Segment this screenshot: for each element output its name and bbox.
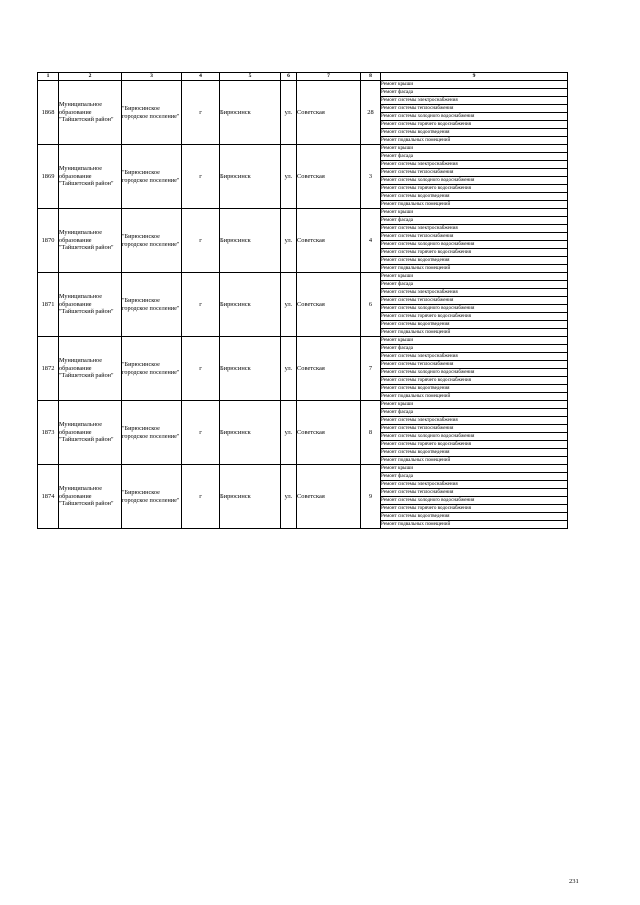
street-type-cell: ул.	[281, 465, 297, 529]
table-row	[38, 209, 568, 217]
locality-type-cell: г	[182, 81, 220, 145]
work-item-cell: Ремонт системы холодного водоснабжения	[381, 497, 568, 505]
work-item-cell: Ремонт фасада	[381, 89, 568, 97]
work-item-cell: Ремонт системы горячего водоснабжения	[381, 441, 568, 449]
work-item-cell: Ремонт крыши	[381, 337, 568, 345]
work-item-cell: Ремонт системы водоотведения	[381, 449, 568, 457]
locality-type-cell: г	[182, 145, 220, 209]
record-number-cell: 1872	[38, 337, 59, 401]
work-item-cell: Ремонт системы горячего водоснабжения	[381, 185, 568, 193]
house-number-cell: 6	[361, 273, 381, 337]
house-number-cell: 7	[361, 337, 381, 401]
work-item-cell: Ремонт системы холодного водоснабжения	[381, 241, 568, 249]
settlement-cell: "Бирюсинское городское поселение"	[122, 465, 182, 529]
work-item-cell: Ремонт системы теплоснабжения	[381, 489, 568, 497]
work-item-cell: Ремонт крыши	[381, 273, 568, 281]
settlement-cell: "Бирюсинское городское поселение"	[122, 273, 182, 337]
settlement-cell: "Бирюсинское городское поселение"	[122, 337, 182, 401]
column-header: 5	[220, 73, 281, 81]
municipality-cell: Муниципальное образование "Тайшетский район"	[59, 209, 122, 273]
work-item-cell: Ремонт системы электроснабжения	[381, 97, 568, 105]
work-item-cell: Ремонт системы горячего водоснабжения	[381, 377, 568, 385]
street-cell: Советская	[297, 337, 361, 401]
work-item-cell: Ремонт системы теплоснабжения	[381, 297, 568, 305]
table-row	[38, 465, 568, 473]
column-header: 1	[38, 73, 59, 81]
work-item-cell: Ремонт крыши	[381, 401, 568, 409]
record-number-cell: 1873	[38, 401, 59, 465]
locality-type-cell: г	[182, 465, 220, 529]
work-item-cell: Ремонт системы горячего водоснабжения	[381, 313, 568, 321]
work-item-cell: Ремонт системы электроснабжения	[381, 417, 568, 425]
work-item-cell: Ремонт фасада	[381, 217, 568, 225]
work-item-cell: Ремонт подвальных помещений	[381, 329, 568, 337]
work-item-cell: Ремонт системы водоотведения	[381, 321, 568, 329]
work-item-cell: Ремонт системы водоотведения	[381, 193, 568, 201]
work-item-cell: Ремонт системы водоотведения	[381, 513, 568, 521]
settlement-cell: "Бирюсинское городское поселение"	[122, 209, 182, 273]
work-item-cell: Ремонт крыши	[381, 465, 568, 473]
settlement-cell: "Бирюсинское городское поселение"	[122, 401, 182, 465]
work-item-cell: Ремонт системы электроснабжения	[381, 353, 568, 361]
street-type-cell: ул.	[281, 401, 297, 465]
column-header: 7	[297, 73, 361, 81]
work-item-cell: Ремонт подвальных помещений	[381, 265, 568, 273]
municipality-cell: Муниципальное образование "Тайшетский район"	[59, 337, 122, 401]
record-number-cell: 1869	[38, 145, 59, 209]
table-row	[38, 401, 568, 409]
settlement-cell: "Бирюсинское городское поселение"	[122, 145, 182, 209]
work-item-cell: Ремонт системы холодного водоснабжения	[381, 369, 568, 377]
work-item-cell: Ремонт системы горячего водоснабжения	[381, 121, 568, 129]
table-row	[38, 81, 568, 89]
table-row	[38, 145, 568, 153]
municipality-cell: Муниципальное образование "Тайшетский район"	[59, 81, 122, 145]
locality-type-cell: г	[182, 337, 220, 401]
street-cell: Советская	[297, 209, 361, 273]
city-cell: Бирюсинск	[220, 81, 281, 145]
column-header: 8	[361, 73, 381, 81]
work-item-cell: Ремонт подвальных помещений	[381, 521, 568, 529]
record-number-cell: 1868	[38, 81, 59, 145]
street-cell: Советская	[297, 465, 361, 529]
work-item-cell: Ремонт крыши	[381, 209, 568, 217]
work-item-cell: Ремонт системы холодного водоснабжения	[381, 113, 568, 121]
street-cell: Советская	[297, 81, 361, 145]
register-table	[37, 72, 568, 529]
work-item-cell: Ремонт системы электроснабжения	[381, 225, 568, 233]
city-cell: Бирюсинск	[220, 145, 281, 209]
house-number-cell: 8	[361, 401, 381, 465]
column-header: 4	[182, 73, 220, 81]
work-item-cell: Ремонт фасада	[381, 345, 568, 353]
record-number-cell: 1874	[38, 465, 59, 529]
column-number-row	[38, 73, 568, 81]
work-item-cell: Ремонт системы горячего водоснабжения	[381, 249, 568, 257]
street-cell: Советская	[297, 273, 361, 337]
work-item-cell: Ремонт подвальных помещений	[381, 457, 568, 465]
record-number-cell: 1870	[38, 209, 59, 273]
municipality-cell: Муниципальное образование "Тайшетский район"	[59, 401, 122, 465]
work-item-cell: Ремонт системы водоотведения	[381, 385, 568, 393]
street-type-cell: ул.	[281, 273, 297, 337]
column-header: 6	[281, 73, 297, 81]
city-cell: Бирюсинск	[220, 337, 281, 401]
column-header: 3	[122, 73, 182, 81]
work-item-cell: Ремонт системы водоотведения	[381, 129, 568, 137]
work-item-cell: Ремонт системы холодного водоснабжения	[381, 177, 568, 185]
house-number-cell: 4	[361, 209, 381, 273]
work-item-cell: Ремонт подвальных помещений	[381, 201, 568, 209]
work-item-cell: Ремонт фасада	[381, 409, 568, 417]
work-item-cell: Ремонт системы электроснабжения	[381, 481, 568, 489]
street-type-cell: ул.	[281, 209, 297, 273]
record-number-cell: 1871	[38, 273, 59, 337]
work-item-cell: Ремонт фасада	[381, 153, 568, 161]
page-number: 231	[569, 878, 579, 885]
municipality-cell: Муниципальное образование "Тайшетский район"	[59, 465, 122, 529]
work-item-cell: Ремонт системы электроснабжения	[381, 289, 568, 297]
city-cell: Бирюсинск	[220, 465, 281, 529]
work-item-cell: Ремонт фасада	[381, 281, 568, 289]
city-cell: Бирюсинск	[220, 209, 281, 273]
work-item-cell: Ремонт крыши	[381, 145, 568, 153]
locality-type-cell: г	[182, 273, 220, 337]
work-item-cell: Ремонт крыши	[381, 81, 568, 89]
work-item-cell: Ремонт системы холодного водоснабжения	[381, 305, 568, 313]
city-cell: Бирюсинск	[220, 401, 281, 465]
register-body	[38, 81, 568, 529]
work-item-cell: Ремонт системы теплоснабжения	[381, 425, 568, 433]
table-row	[38, 273, 568, 281]
street-cell: Советская	[297, 145, 361, 209]
settlement-cell: "Бирюсинское городское поселение"	[122, 81, 182, 145]
house-number-cell: 3	[361, 145, 381, 209]
work-item-cell: Ремонт системы холодного водоснабжения	[381, 433, 568, 441]
house-number-cell: 9	[361, 465, 381, 529]
work-item-cell: Ремонт подвальных помещений	[381, 137, 568, 145]
work-item-cell: Ремонт системы водоотведения	[381, 257, 568, 265]
street-cell: Советская	[297, 401, 361, 465]
work-item-cell: Ремонт фасада	[381, 473, 568, 481]
street-type-cell: ул.	[281, 337, 297, 401]
work-item-cell: Ремонт системы горячего водоснабжения	[381, 505, 568, 513]
street-type-cell: ул.	[281, 145, 297, 209]
work-item-cell: Ремонт системы теплоснабжения	[381, 169, 568, 177]
municipality-cell: Муниципальное образование "Тайшетский район"	[59, 145, 122, 209]
work-item-cell: Ремонт системы электроснабжения	[381, 161, 568, 169]
work-item-cell: Ремонт подвальных помещений	[381, 393, 568, 401]
locality-type-cell: г	[182, 401, 220, 465]
municipality-cell: Муниципальное образование "Тайшетский район"	[59, 273, 122, 337]
city-cell: Бирюсинск	[220, 273, 281, 337]
work-item-cell: Ремонт системы теплоснабжения	[381, 233, 568, 241]
work-item-cell: Ремонт системы теплоснабжения	[381, 361, 568, 369]
house-number-cell: 28	[361, 81, 381, 145]
street-type-cell: ул.	[281, 81, 297, 145]
work-item-cell: Ремонт системы теплоснабжения	[381, 105, 568, 113]
column-header: 2	[59, 73, 122, 81]
column-header: 9	[381, 73, 568, 81]
locality-type-cell: г	[182, 209, 220, 273]
table-row	[38, 337, 568, 345]
